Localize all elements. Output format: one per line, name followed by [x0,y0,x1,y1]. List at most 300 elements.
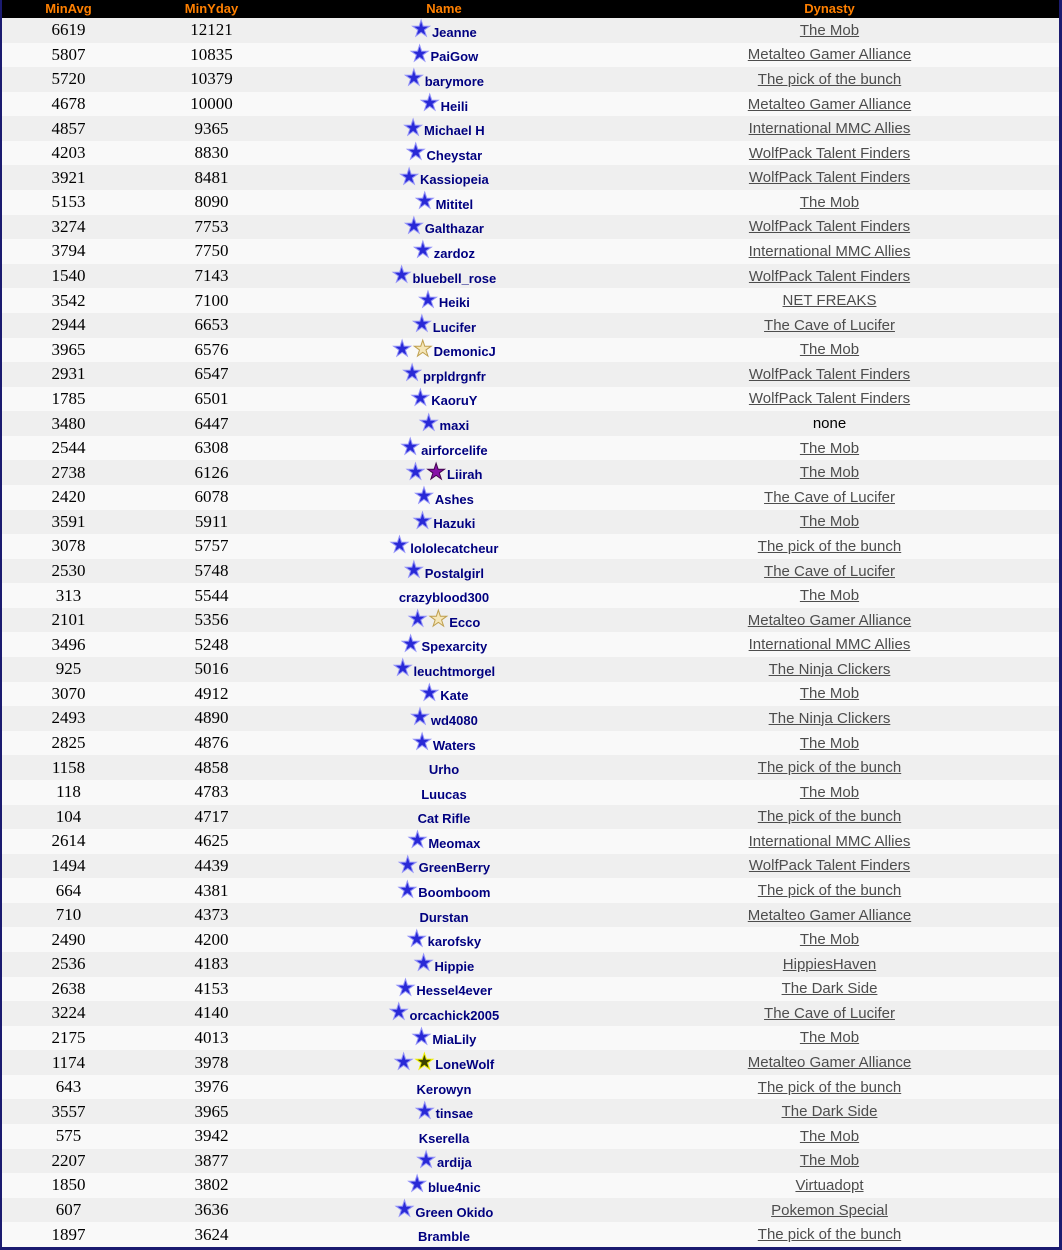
player-name-cell [288,336,600,362]
dynasty-link[interactable]: Pokemon Special [771,1201,888,1219]
minavg-value: 3274 [51,216,86,236]
dynasty-cell [600,440,1059,457]
player-name: MiaLily [432,1032,477,1048]
dynasty-cell [600,1005,1059,1022]
minavg-value: 313 [55,585,82,605]
minavg-value: 6619 [51,20,86,40]
player-name-cell [288,607,600,633]
dynasty-cell [600,661,1059,678]
minavg-value: 3542 [51,290,86,310]
player-name: Durstan [419,909,469,925]
minavg-value: 3965 [51,339,86,359]
dynasty-link[interactable]: The Mob [799,587,860,605]
table-row [2,1001,1059,1026]
minyday-value: 6653 [194,315,229,335]
blue-star-icon: ★ [414,1098,435,1124]
dynasty-cell [600,1202,1059,1219]
player-name: prpldrgnfr [422,368,486,384]
minavg-value: 3921 [51,167,86,187]
table-row [2,338,1059,363]
minavg-value: 2530 [51,561,86,580]
blue-star-icon: ★ [402,361,422,387]
blue-star-icon: ★ [397,852,418,878]
player-name: Mititel [435,196,474,212]
player-name-cell [288,631,600,657]
table-row [2,215,1059,240]
player-name-cell [288,809,600,827]
dynasty-cell [600,882,1059,899]
table-row [2,1099,1059,1124]
dynasty-link[interactable]: The Ninja Clickers [768,660,891,678]
minyday-value: 9365 [194,118,229,138]
dynasty-link[interactable]: The pick of the bunch [757,882,902,900]
player-name-cell [288,852,600,878]
minyday-value: 3965 [194,1101,229,1121]
minavg-value: 2931 [51,364,86,384]
minyday-value: 4876 [194,733,229,753]
dynasty-link[interactable]: The pick of the bunch [757,1078,902,1096]
minyday-value: 10379 [190,69,233,89]
minavg-value: 1540 [51,266,86,286]
dynasty-cell [600,46,1059,63]
minyday-value: 6078 [194,487,229,507]
dynasty-link[interactable]: The Mob [799,1029,860,1047]
dynasty-link[interactable]: HippiesHaven [782,955,877,973]
player-name-cell [288,1080,600,1095]
minyday-value: 7753 [194,216,229,236]
minyday-value: 4783 [194,782,229,802]
player-name: Hessel4ever [416,983,493,999]
table-row [2,534,1059,559]
player-name: airforcelife [421,442,488,458]
player-name-cell [288,926,600,952]
dynasty-link[interactable]: The pick of the bunch [757,537,902,555]
player-name: Heili [440,98,469,114]
table-row [2,67,1059,92]
player-name-cell [288,263,600,289]
minavg-value: 2175 [51,1027,86,1047]
minyday-value: 4373 [194,905,229,925]
minavg-value: 4203 [51,143,86,163]
player-name: Kate [440,688,469,704]
blue-star-icon: ★ [406,926,427,952]
dynasty-link[interactable]: The Cave of Lucifer [764,488,895,506]
player-name: Galthazar [424,221,484,237]
dynasty-cell [600,218,1059,235]
dynasty-link[interactable]: The pick of the bunch [757,808,902,826]
player-name-cell [288,680,600,706]
dynasty-cell [600,1128,1059,1145]
dynasty-cell [600,587,1059,604]
minavg-value: 4678 [51,94,86,114]
table-row [2,1124,1059,1149]
player-name-cell [288,1024,600,1050]
blue-star-icon: ★ [413,238,433,264]
player-name-cell [288,951,600,977]
dynasty-cell [600,390,1059,407]
table-row [2,190,1059,215]
player-name: Lucifer [432,319,477,335]
blue-star-icon: ★ [410,705,430,731]
minavg-value: 2101 [51,610,86,630]
minyday-value: 6308 [194,438,229,458]
dynasty-cell [600,563,1059,580]
minyday-value: 7750 [194,241,229,261]
player-name-cell [288,66,600,92]
dynasty-link[interactable]: The Cave of Lucifer [764,316,895,334]
dynasty-cell [600,1054,1059,1071]
player-name-cell [288,459,600,485]
dynasty-link[interactable]: The Dark Side [781,980,878,998]
player-name: crazyblood300 [398,590,490,606]
blue-star-icon: ★ [404,213,424,239]
minavg-value: 3794 [51,241,86,261]
dynasty-link[interactable]: The Mob [799,1127,860,1145]
dynasty-link[interactable]: The Mob [799,931,860,949]
minavg-value: 664 [55,880,82,900]
table-row [2,1149,1059,1174]
player-name: ardija [437,1155,472,1171]
player-name-cell [288,484,600,510]
column-header-name[interactable]: Name [426,1,462,16]
player-name: Meomax [428,835,481,851]
gold-star-icon: ★ [428,607,449,633]
dynasty-cell [600,96,1059,113]
player-name: Bramble [417,1229,471,1245]
table-row [2,1026,1059,1051]
minyday-value: 4140 [194,1003,229,1023]
blue-star-icon: ★ [419,91,440,117]
dynasty-cell [600,710,1059,727]
blue-star-icon: ★ [418,410,439,436]
player-name-cell [288,312,600,338]
blue-star-icon: ★ [410,385,431,411]
table-row [2,1075,1059,1100]
player-name-cell [288,140,600,166]
dynasty-cell [600,636,1059,653]
player-name-cell [288,189,600,215]
minyday-value: 5356 [194,610,229,630]
dynasty-cell [600,415,1059,432]
player-name-cell [288,558,600,583]
minavg-value: 2638 [51,978,86,998]
dynasty-link[interactable]: WolfPack Talent Finders [748,218,911,236]
player-name-cell [288,705,600,731]
blue-star-icon: ★ [388,1000,409,1026]
table-row [2,239,1059,264]
blue-star-icon: ★ [394,1197,415,1223]
minavg-value: 118 [56,782,81,802]
minavg-value: 104 [55,806,82,826]
dynasty-cell [600,513,1059,530]
minavg-value: 5153 [51,192,86,212]
player-name-cell [288,908,600,923]
player-name: maxi [439,418,470,434]
dynasty-link[interactable]: WolfPack Talent Finders [748,390,911,408]
table-row [2,878,1059,903]
minyday-value: 3624 [194,1224,229,1244]
table-row [2,411,1059,436]
player-name-cell [288,361,600,387]
minyday-value: 4381 [194,880,229,900]
dynasty-cell [600,120,1059,137]
dynasty-link[interactable]: Metalteo Gamer Alliance [747,611,912,629]
player-name: blue4nic [427,1179,481,1195]
dynasty-link[interactable]: International MMC Allies [748,832,911,850]
dynasty-link[interactable]: WolfPack Talent Finders [748,144,911,162]
dynasty-cell [600,243,1059,260]
blue-star-icon: ★ [392,336,412,362]
minavg-value: 3591 [51,511,86,531]
minavg-value: 1850 [51,1175,86,1195]
dynasty-link[interactable]: WolfPack Talent Finders [748,857,911,875]
minyday-value: 4858 [194,757,229,777]
dynasty-link[interactable]: The Mob [799,685,860,703]
blue-star-icon: ★ [404,66,424,92]
dynasty-cell [600,366,1059,383]
dynasty-cell [600,194,1059,211]
blue-star-icon: ★ [407,607,428,633]
table-row [2,43,1059,68]
dynasty-link[interactable]: WolfPack Talent Finders [748,365,911,383]
dynasty-link[interactable]: The Mob [799,464,860,482]
minavg-value: 2544 [51,438,86,458]
table-row [2,952,1059,977]
table-row [2,632,1059,657]
dynasty-cell [600,1152,1059,1169]
blue-star-icon: ★ [395,975,416,1001]
dynasty-link[interactable]: The Cave of Lucifer [764,562,895,580]
table-row [2,141,1059,166]
blue-star-icon: ★ [400,435,421,461]
table-row [2,165,1059,190]
player-name: Postalgirl [424,565,484,581]
player-name: Urho [428,762,460,778]
blue-star-icon: ★ [407,1172,427,1198]
table-row [2,116,1059,141]
player-name-cell [288,588,600,606]
minyday-value: 6126 [194,462,229,482]
minavg-value: 3557 [51,1101,86,1121]
minyday-value: 8830 [194,143,229,163]
minyday-value: 4625 [194,831,229,851]
minavg-value: 607 [55,1200,82,1220]
player-name-cell [288,1197,600,1223]
blue-star-icon: ★ [414,189,435,215]
minyday-value: 10835 [190,44,233,64]
player-name-cell [288,91,600,117]
table-row [2,927,1059,952]
minyday-value: 6576 [194,339,229,359]
column-header-dynasty[interactable]: Dynasty [804,1,855,16]
minavg-value: 1174 [51,1052,86,1072]
blue-star-icon: ★ [393,1049,414,1075]
dynasty-cell [600,759,1059,776]
blue-star-icon: ★ [419,680,440,706]
dynasty-link[interactable]: WolfPack Talent Finders [748,267,911,285]
table-row [2,657,1059,682]
dynasty-cell [600,1029,1059,1046]
player-name: wd4080 [430,712,478,728]
dynasty-link[interactable]: The Mob [799,783,860,801]
dynasty-link[interactable]: Metalteo Gamer Alliance [747,1054,912,1072]
player-name-cell [288,1227,600,1245]
player-name: leuchtmorgel [413,663,496,679]
player-name: karofsky [427,934,482,950]
dynasty-cell [600,735,1059,752]
player-name-cell [288,410,600,436]
dynasty-link[interactable]: International MMC Allies [748,636,911,654]
dynasty-link[interactable]: The Mob [799,513,860,531]
player-name: GreenBerry [418,860,491,876]
olive-star-icon: ★ [414,1049,435,1075]
player-name: Hippie [434,958,475,974]
player-name: lololecatcheur [410,540,499,556]
minyday-value: 10000 [190,94,233,114]
dynasty-link[interactable]: The Mob [799,734,860,752]
player-name-cell [288,785,600,800]
column-header-minyday[interactable]: MinYday [184,1,239,16]
table-row [2,731,1059,756]
blue-star-icon: ★ [404,558,424,583]
dynasty-link[interactable]: The Ninja Clickers [768,709,891,727]
minavg-value: 2490 [51,929,86,949]
dynasty-link[interactable]: The Mob [799,341,860,359]
player-name-cell [288,533,600,559]
minavg-value: 1785 [51,388,86,408]
player-name-cell [288,435,600,461]
minavg-value: 5720 [51,69,86,89]
player-name: Cheystar [426,147,483,163]
player-name-cell [288,1000,600,1026]
minyday-value: 12121 [190,20,233,40]
minavg-value: 2738 [51,462,86,482]
table-row [2,313,1059,338]
player-name-cell [288,730,600,756]
player-name: PaiGow [430,49,479,65]
table-row [2,559,1059,584]
player-name-cell [288,1129,600,1144]
table-row [2,387,1059,412]
minyday-value: 5757 [194,536,229,556]
player-name: Kassiopeia [420,172,489,188]
minavg-value: 3480 [51,413,86,433]
minavg-value: 2420 [51,487,86,507]
player-name: DemonicJ [433,344,496,360]
player-name: Boomboom [418,885,491,901]
blue-star-icon: ★ [405,140,426,166]
blue-star-icon: ★ [403,115,424,141]
minyday-value: 4200 [194,929,229,949]
blue-star-icon: ★ [397,877,418,903]
dynasty-cell [600,980,1059,997]
dynasty-cell [600,292,1059,309]
player-name: Kserella [418,1130,470,1146]
dynasty-link[interactable]: The Mob [799,193,860,211]
blue-star-icon: ★ [391,263,412,289]
minavg-value: 643 [55,1077,82,1097]
dynasty-link[interactable]: NET FREAKS [782,292,877,310]
dynasty-link[interactable]: The Mob [799,439,860,457]
minyday-value: 4717 [194,806,229,826]
dynasty-link[interactable]: Metalteo Gamer Alliance [747,906,912,924]
minyday-value: 3976 [194,1077,229,1097]
dynasty-link[interactable]: International MMC Allies [748,120,911,138]
dynasty-link[interactable]: Virtuadopt [795,1176,864,1194]
player-name-cell [288,164,600,190]
minavg-value: 1158 [51,757,86,777]
table-row [2,1173,1059,1198]
blue-star-icon: ★ [416,1147,437,1173]
dynasty-cell [600,685,1059,702]
table-row [2,460,1059,485]
dynasty-link[interactable]: The pick of the bunch [757,70,902,88]
table-row [2,583,1059,608]
dynasty-link[interactable]: The pick of the bunch [757,1226,902,1244]
dynasty-link[interactable]: The Mob [799,1152,860,1170]
player-name: barymore [424,73,484,89]
minyday-value: 5248 [194,634,229,654]
player-name-cell [288,17,600,43]
minyday-value: 4183 [194,954,229,974]
player-name: tinsae [435,1106,474,1122]
minyday-value: 5016 [194,659,229,679]
minyday-value: 8090 [194,192,229,212]
minyday-value: 7100 [194,290,229,310]
player-name: Green Okido [415,1204,494,1220]
player-name-cell [288,115,600,141]
dynasty-link[interactable]: Metalteo Gamer Alliance [747,95,912,113]
blue-star-icon: ★ [412,508,433,534]
minavg-value: 2825 [51,733,86,753]
minavg-value: 3224 [51,1003,86,1023]
minavg-value: 2207 [51,1150,86,1170]
dynasty-link[interactable]: The pick of the bunch [757,759,902,777]
dynasty-cell [600,907,1059,924]
dynasty-link[interactable]: Metalteo Gamer Alliance [747,46,912,64]
blue-star-icon: ★ [409,41,430,67]
dynasty-cell [600,317,1059,334]
table-row [2,755,1059,780]
player-name: Jeanne [431,24,477,40]
player-name-cell [288,287,600,313]
table-row [2,1222,1059,1247]
player-name-cell [288,760,600,778]
minyday-value: 4013 [194,1027,229,1047]
dynasty-link[interactable]: International MMC Allies [748,242,911,260]
minavg-value: 4857 [51,118,86,138]
column-header-minavg[interactable]: MinAvg [45,1,92,16]
minyday-value: 4153 [194,978,229,998]
dynasty-cell [600,808,1059,825]
table-row [2,436,1059,461]
dynasty-link[interactable]: WolfPack Talent Finders [748,169,911,187]
blue-star-icon: ★ [405,459,426,485]
dynasty-link[interactable]: The Mob [799,21,860,39]
table-row [2,977,1059,1002]
dynasty-link[interactable]: The Dark Side [781,1103,878,1121]
player-name: Luucas [421,786,467,802]
table-row [2,706,1059,731]
player-name: LoneWolf [435,1057,495,1073]
blue-star-icon: ★ [407,828,428,854]
player-name: Ashes [434,491,474,507]
blue-star-icon: ★ [411,312,432,338]
player-name-cell [288,213,600,239]
minavg-value: 710 [55,905,82,925]
minavg-value: 2944 [51,315,86,335]
dynasty-link[interactable]: The Cave of Lucifer [764,1004,895,1022]
